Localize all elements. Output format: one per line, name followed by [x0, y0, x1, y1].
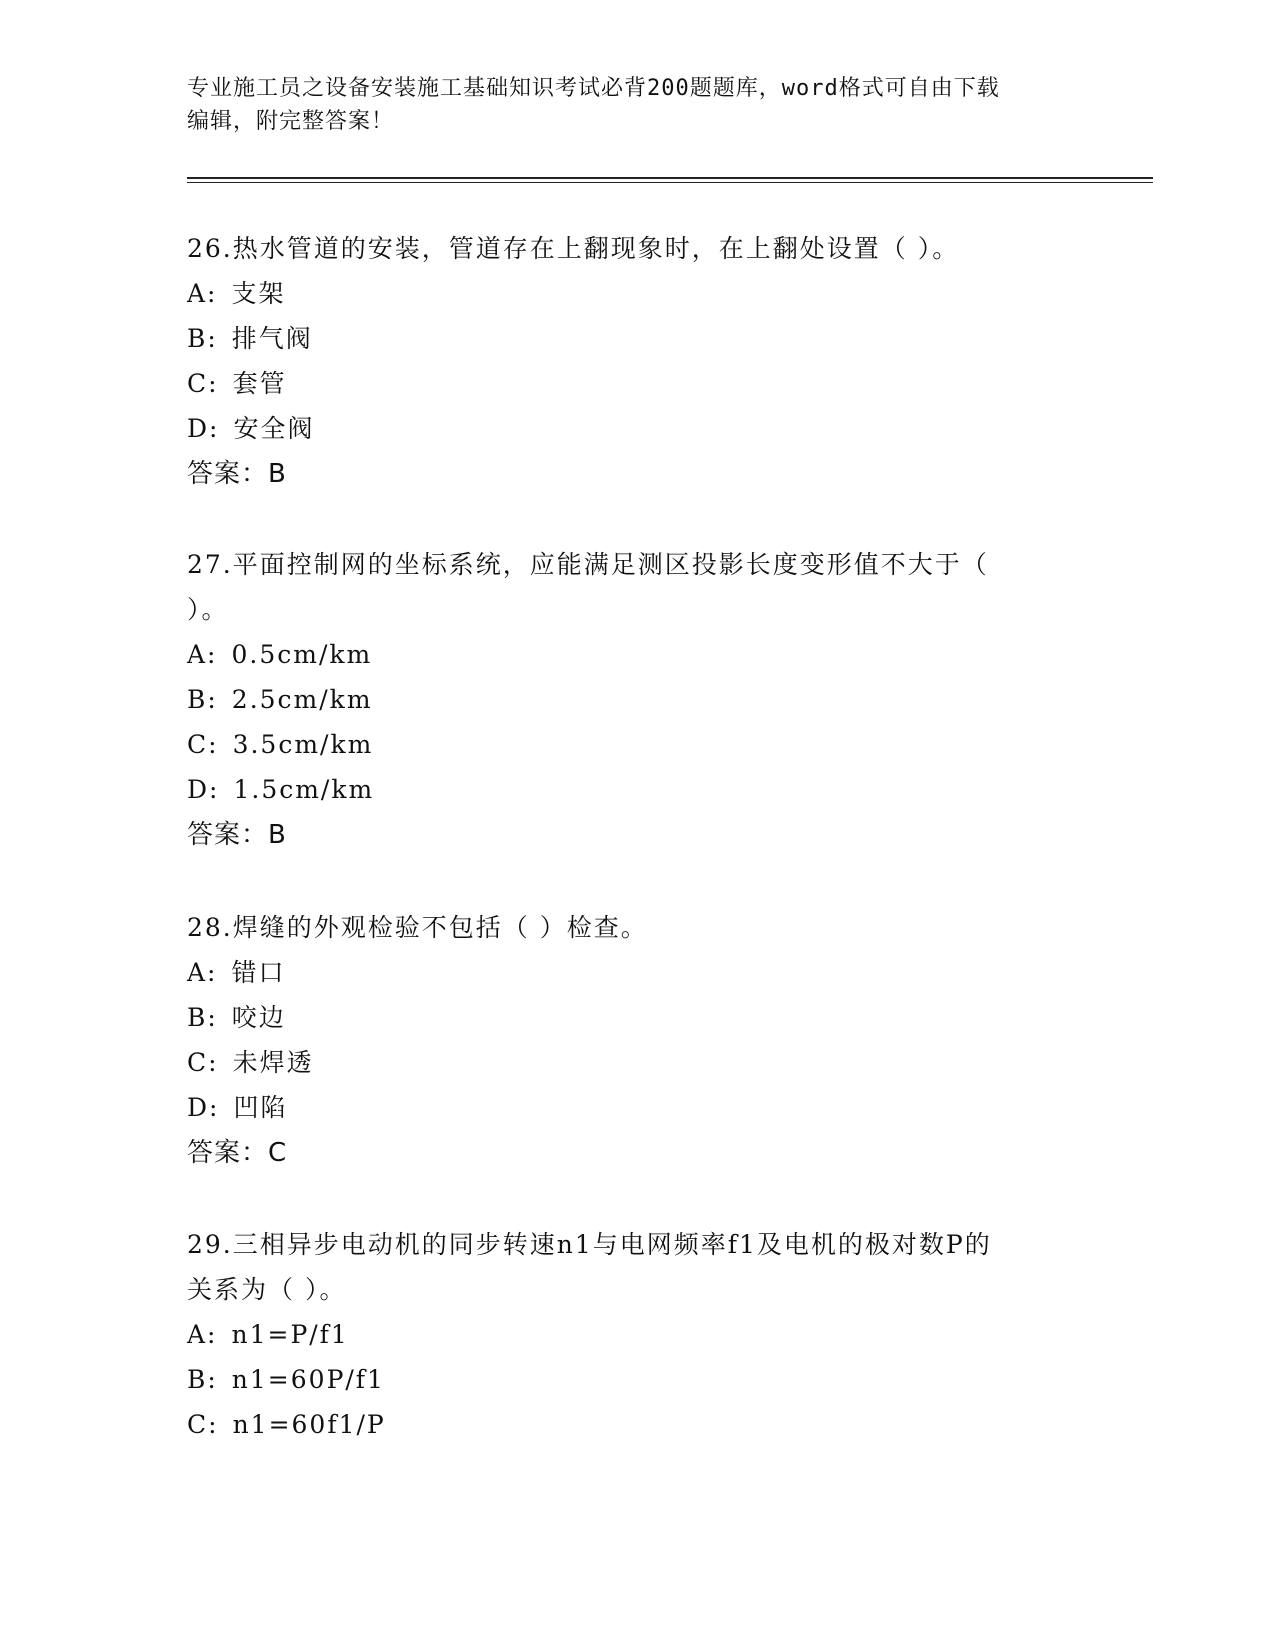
- option-text: 3.5cm/km: [232, 730, 374, 759]
- option-key: A:: [187, 1320, 218, 1349]
- option-text: 错口: [231, 958, 286, 987]
- option-text: n1=60P/f1: [231, 1365, 385, 1394]
- question-stem-line-2: 关系为（ ）。: [187, 1275, 347, 1304]
- option-key: A:: [187, 640, 218, 669]
- option-a: [187, 950, 1087, 995]
- answer: 答案：B: [187, 459, 287, 489]
- header-divider-thin: [187, 182, 1153, 183]
- option-key: D:: [187, 775, 220, 804]
- option-text: n1=P/f1: [231, 1320, 349, 1349]
- header-line-1: 专业施工员之设备安装施工基础知识考试必背200题题库，word格式可自由下载: [187, 76, 1000, 101]
- header-divider-thick: [187, 177, 1153, 179]
- option-a: [187, 632, 1087, 677]
- question-stem: 26.热水管道的安装，管道存在上翻现象时，在上翻处设置（ ）。: [187, 234, 960, 263]
- option-text: n1=60f1/P: [232, 1410, 386, 1439]
- option-c: [187, 361, 1087, 406]
- document-header: [187, 72, 1087, 138]
- option-key: D:: [187, 414, 220, 443]
- option-text: 安全阀: [233, 414, 315, 443]
- option-text: 套管: [232, 369, 287, 398]
- option-key: C:: [187, 1410, 219, 1439]
- option-c: [187, 722, 1087, 767]
- question-27: [187, 542, 1087, 858]
- option-text: 支架: [231, 279, 286, 308]
- option-key: C:: [187, 1048, 219, 1077]
- question-28: [187, 905, 1087, 1176]
- option-text: 凹陷: [233, 1093, 288, 1122]
- question-stem-line-1: 29.三相异步电动机的同步转速n1与电网频率f1及电机的极对数P的: [187, 1230, 992, 1259]
- question-stem: 28.焊缝的外观检验不包括（ ）检查。: [187, 913, 648, 942]
- option-b: [187, 995, 1087, 1040]
- option-key: A:: [187, 279, 218, 308]
- option-b: [187, 677, 1087, 722]
- option-key: B:: [187, 1365, 218, 1394]
- header-line-2: 编辑，附完整答案！: [187, 109, 395, 134]
- question-26: [187, 226, 1087, 497]
- option-b: [187, 316, 1087, 361]
- option-key: D:: [187, 1093, 220, 1122]
- option-key: A:: [187, 958, 218, 987]
- option-c: [187, 1402, 1087, 1447]
- answer: 答案：C: [187, 1138, 288, 1168]
- option-text: 2.5cm/km: [231, 685, 373, 714]
- option-text: 咬边: [231, 1003, 286, 1032]
- option-d: [187, 406, 1087, 451]
- option-c: [187, 1040, 1087, 1085]
- option-key: C:: [187, 730, 219, 759]
- option-d: [187, 767, 1087, 812]
- option-text: 排气阀: [231, 324, 313, 353]
- option-a: [187, 1312, 1087, 1357]
- option-key: B:: [187, 324, 218, 353]
- answer: 答案：B: [187, 820, 287, 850]
- option-b: [187, 1357, 1087, 1402]
- question-stem-line-1: 27.平面控制网的坐标系统，应能满足测区投影长度变形值不大于（: [187, 550, 989, 579]
- question-stem-line-2: ）。: [187, 595, 229, 624]
- option-text: 未焊透: [232, 1048, 314, 1077]
- option-d: [187, 1085, 1087, 1130]
- option-a: [187, 271, 1087, 316]
- option-key: C:: [187, 369, 219, 398]
- option-text: 1.5cm/km: [233, 775, 375, 804]
- option-key: B:: [187, 685, 218, 714]
- question-29: [187, 1222, 1087, 1447]
- option-key: B:: [187, 1003, 218, 1032]
- option-text: 0.5cm/km: [231, 640, 373, 669]
